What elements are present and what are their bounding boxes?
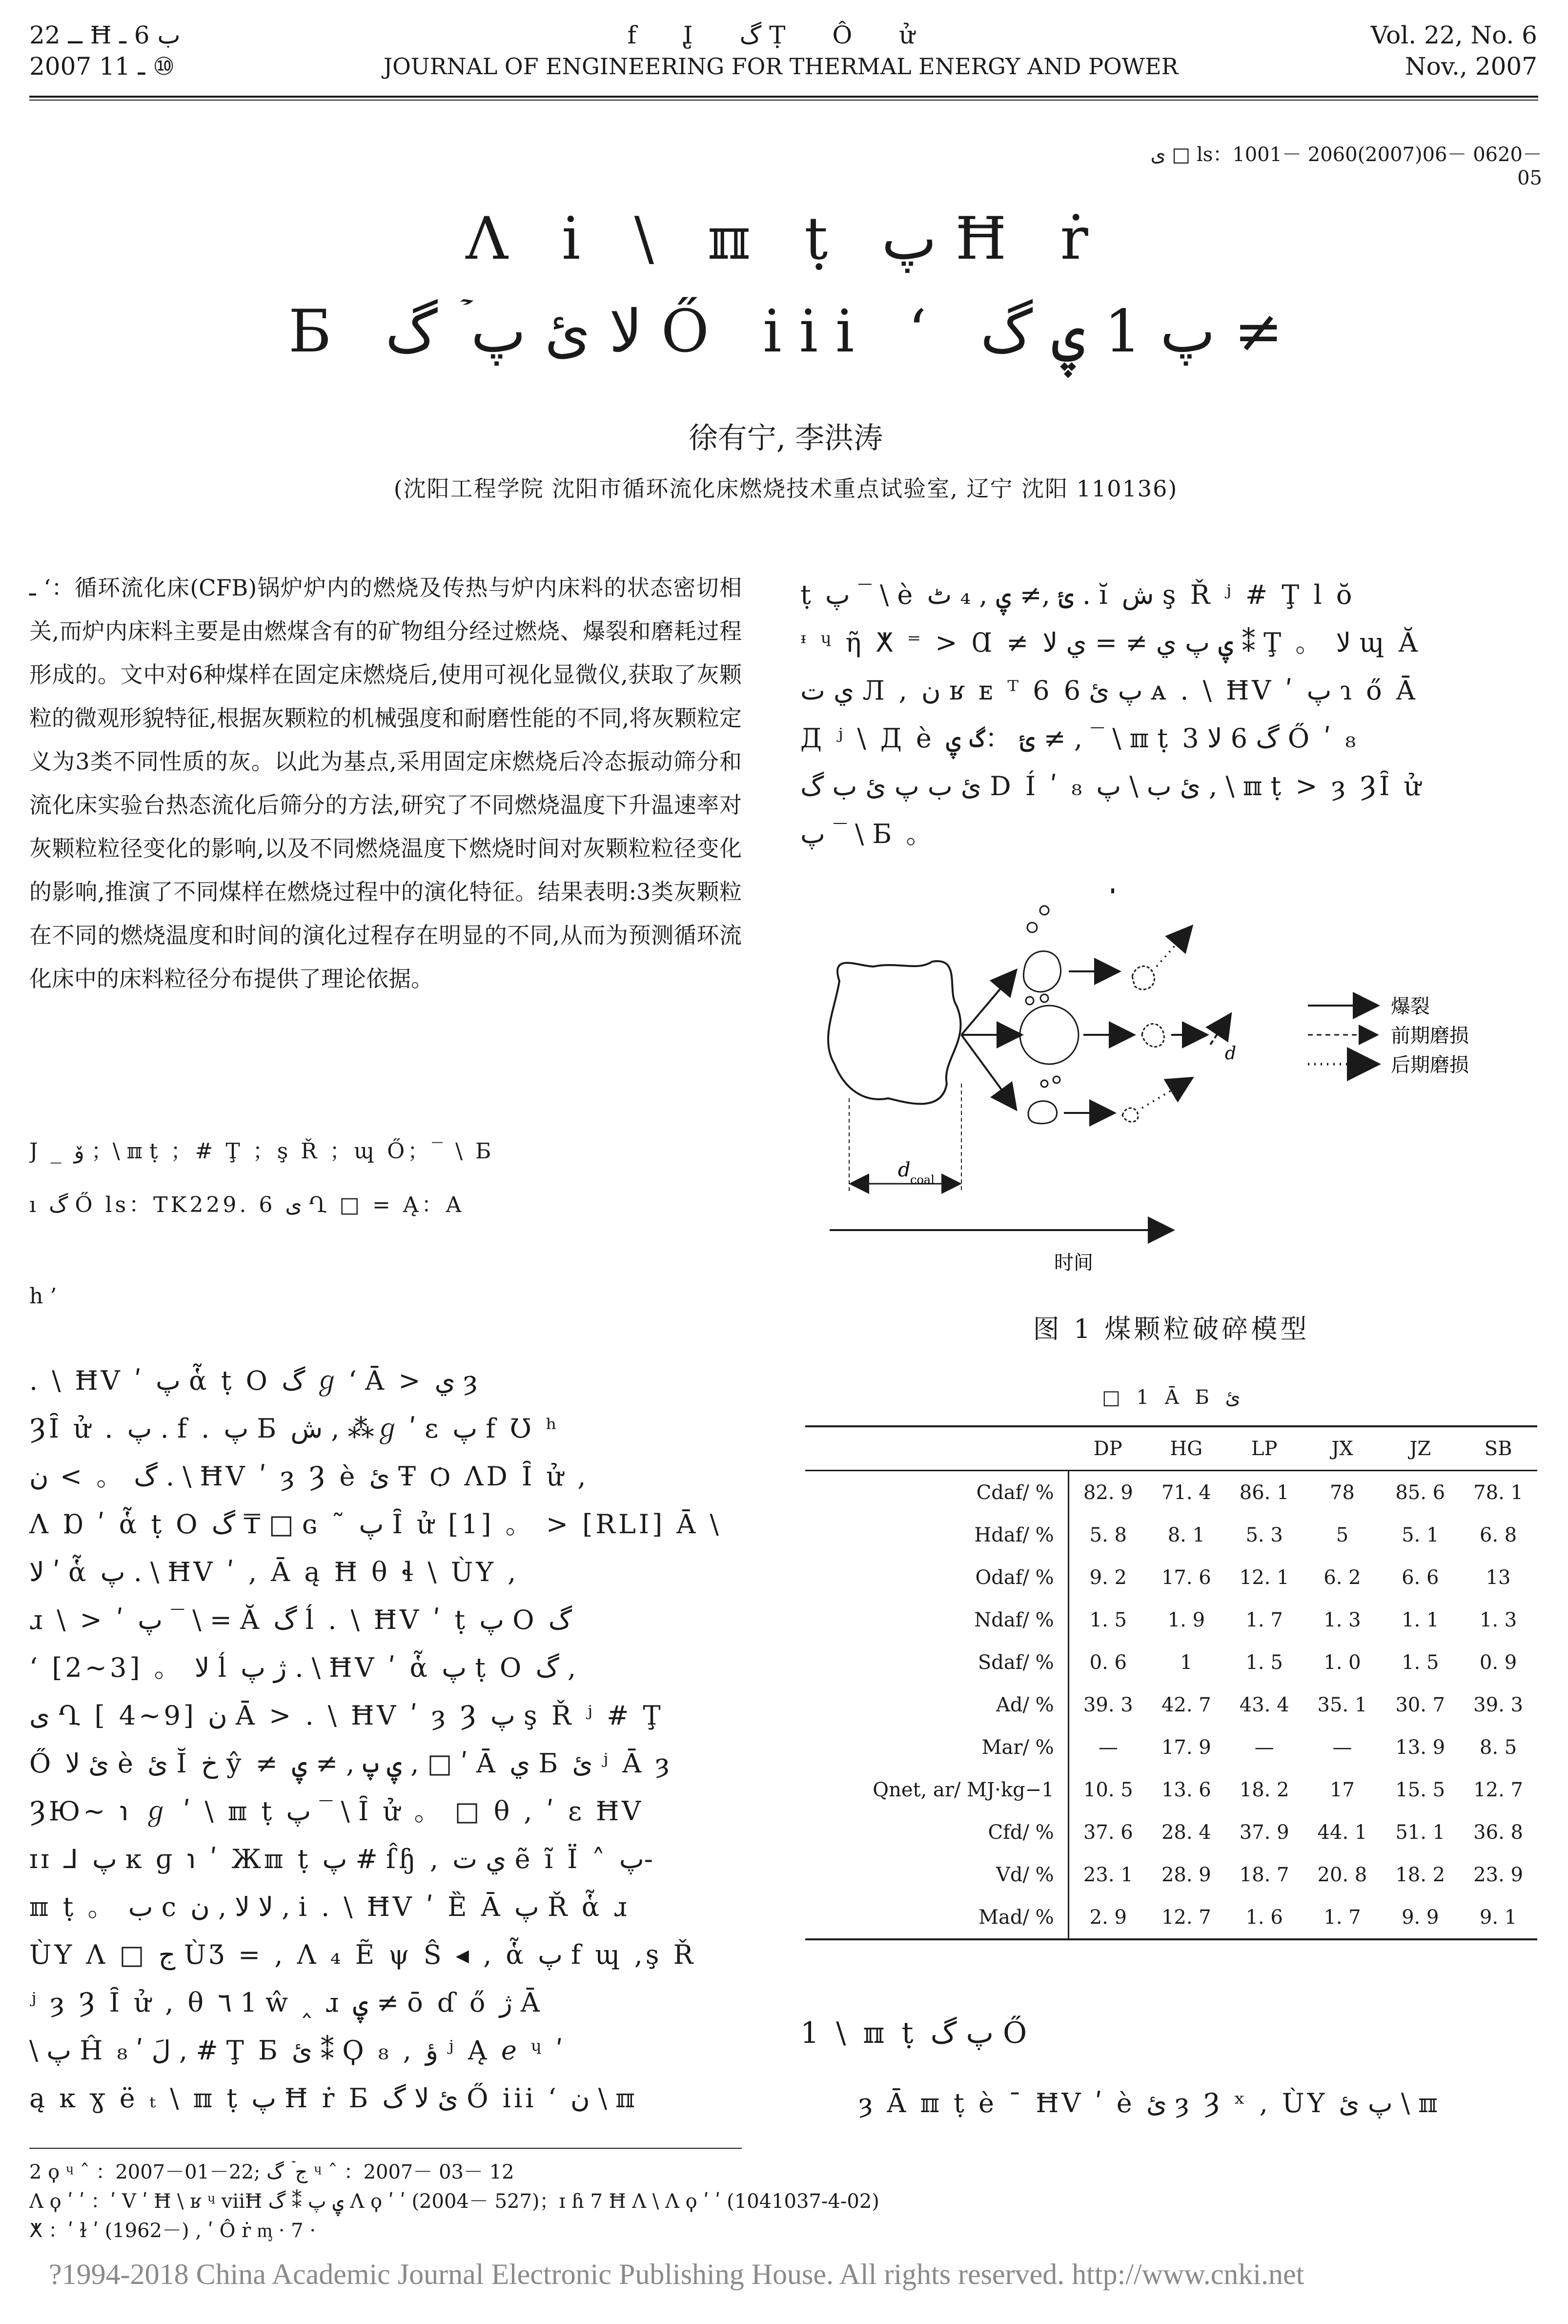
body-right-top <box>800 571 1542 858</box>
table-cell: 1. 1 <box>1402 1608 1439 1631</box>
table-row <box>805 1726 1537 1769</box>
table-cell: 71. 4 <box>1161 1481 1211 1504</box>
table-cell: 1 <box>1180 1651 1193 1674</box>
intro-body-line: \ پ Ĥ لَ ʹ ₈ , # Ţ Ƃ ئ ⁑ Ϙ ₈ , ؤ ʲ Ą ℯ ᶣ ʹ <box>29 2035 566 2066</box>
legend-burst: 爆裂 <box>1391 995 1430 1018</box>
table-cell: 20. 8 <box>1317 1863 1367 1886</box>
table-cell: 28. 9 <box>1161 1863 1211 1886</box>
figure-caption: 图 1 煤颗粒破碎模型 <box>1033 1314 1310 1344</box>
dcoal-subscript: coal <box>910 1173 935 1187</box>
table-cell: 6. 6 <box>1402 1566 1439 1589</box>
intro-body-line: ȜЮ~ ℩ ℊ ʹ \ ℼ ṭ پ ‾ \ Ȋ ử 。 □ θ , ʹ ɛ ĦV <box>29 1796 644 1827</box>
footnote-dates: 2 ϙ ᶣ ˆ ：2007－01－22; ج ۡ گ ᶣ ˆ ：2007－ 03－ 12 <box>29 2161 514 2183</box>
figure-coal-fragmentation <box>800 879 1542 1279</box>
table-cell: 1. 5 <box>1089 1608 1127 1631</box>
table-cell: 1. 5 <box>1245 1651 1283 1674</box>
table-cell: 13. 6 <box>1161 1778 1211 1801</box>
table-row <box>805 1769 1537 1811</box>
authors: 徐有宁, 李洪涛 <box>688 421 883 455</box>
table-row <box>805 1514 1537 1556</box>
section-1-heading: 1 \ ℼ ṭ پ گ Ő <box>800 2016 1031 2050</box>
table-cell: 86. 1 <box>1239 1481 1289 1504</box>
table-cell: 12. 7 <box>1473 1778 1523 1801</box>
table-cell: 6. 8 <box>1479 1523 1517 1546</box>
table-row <box>805 1853 1537 1896</box>
fragment-upper <box>1023 951 1060 992</box>
table-cell: 12. 1 <box>1239 1566 1289 1589</box>
legend-early: 前期磨损 <box>1391 1025 1469 1047</box>
table-cell: — <box>1332 1736 1352 1759</box>
table-cell: 6. 2 <box>1324 1566 1361 1589</box>
table-cell: 37. 9 <box>1239 1821 1289 1844</box>
header-issue-block <box>29 20 283 82</box>
table-cell: 82. 9 <box>1083 1481 1133 1504</box>
table-cell: 0. 6 <box>1089 1651 1127 1674</box>
table-cell: 30. 7 <box>1395 1693 1446 1716</box>
table-row <box>805 1684 1537 1726</box>
fragment-lower <box>1028 1101 1057 1124</box>
footnote-author: ⵅ ：ʹ ɫ ʹ (1962－) , ʹ Ô ṙ ᶆ · 7 · <box>29 2220 316 2242</box>
table-cell: 18. 2 <box>1239 1778 1289 1801</box>
footnote-funding: Ʌ ϙ ʹ ʹ ：ʹ V ʹ Ħ \ ʁ ᶣ viiĦ ۑ پ ⁑ گ Ʌ ϙ ʹ ʹ (2004－ 527)；ɪ ɦ 7 Ħ Ʌ \ Ʌ ϙ ʹ ʹ (1041037-4-02) <box>29 2190 879 2213</box>
table-cell: 1. 5 <box>1402 1651 1439 1674</box>
table-cell: 1. 3 <box>1324 1608 1361 1631</box>
body-right-line: ي ت Л , ن ʁ ᴇ ᵀ 6 پ ئ 6 ᴀ . \ ĦV ʹ پ ɿ ő Ā <box>800 675 1418 706</box>
intro-body <box>29 1357 742 2122</box>
intro-body-line: گ 。 > ن . \ ĦV ʹ ȝ Ȝ è ئ Ŧ Ѻ ɅⅮ Ȋ ử , <box>29 1461 589 1492</box>
table-row-label: Mar/ % <box>805 1726 1068 1769</box>
body-right-line: ṭ پ ‾ \ è ئ ,≠ ۑ , ₄ ٹ . ĭ ش ş Ř ʲ # Ţ ⅼ ŏ <box>800 579 1355 610</box>
intro-body-line: ɪɪ ⅃ پ ĸ ɡ ℩ ʹ Жℼ ṭ پ # ſ̂ɧ , ي ت ẽ ĩ Ï ˄ پ- <box>29 1844 653 1874</box>
article-title-line-1: Ʌ i \ ℼ ṭ پ Ħ ṙ <box>466 205 1106 273</box>
article-number: ى □ ls：1001－ 2060(2007)06－ 0620－ 05 <box>1150 144 1542 189</box>
table-row-label: Hdaf/ % <box>805 1514 1068 1556</box>
table-cell: 23. 1 <box>1083 1863 1133 1886</box>
intro-body-line: Ʌ Ɒ ʹ ἇ ṭ O گ ₸ □ ɢ ˜ پ Ȋ ử [1] 。 > [RLI] Ā \ <box>29 1509 722 1540</box>
coal-particle <box>828 961 960 1104</box>
table-row-label: Sdaf/ % <box>805 1641 1068 1684</box>
table-cell: 13. 9 <box>1395 1736 1446 1759</box>
journal-title-cn: f I̢ گ Ṭ Ô ử <box>627 21 935 49</box>
table-header-cell: JX <box>1303 1427 1382 1471</box>
intro-body-line: ℼ ṭ 。 ب c ﻻ لا , ن , i . \ ĦV ʹ Ȅ Ā پ Ř ἇ ɹ <box>29 1892 630 1922</box>
classification: ı گ Ő ls：TK229. 6 ى Ղ □ = Ą：A <box>29 1193 465 1217</box>
body-right-line: ئ ب پ ئ ب گ D Í ʹ ₈ ئ ب \ پ , \ ℼ ṭ > ȝ ȜȊ ử <box>800 771 1424 802</box>
table-row-label: Cdaf/ % <box>805 1471 1068 1514</box>
issue-date: Nov., 2007 <box>1405 52 1537 81</box>
table-row <box>805 1599 1537 1641</box>
volume-block <box>1264 20 1537 82</box>
table-cell: 5. 8 <box>1089 1523 1127 1546</box>
journal-title-en: JOURNAL OF ENGINEERING FOR THERMAL ENERGY AND POWER <box>383 53 1179 80</box>
table-cell: 51. 1 <box>1395 1821 1446 1844</box>
intro-body-line: Ő ئ لا è ئ Ĭ خ ŷ ≠ ۑ پ , ≠ ۑ , □ ʹ Ā ي Ƃ ئ ʲ Ā ȝ <box>29 1748 672 1779</box>
keywords: J _ ۆ ；\ ℼ ṭ ；# Ţ ；ş Ř ；ɰ Ő；‾ \ Ƃ <box>29 1139 494 1164</box>
table-caption: □ 1 Ā Ƃ ئ <box>1102 1386 1241 1409</box>
intro-body-line: لا ʹ ἇ پ . \ ĦV ʹ , Ā ą Ħ θ ɬ \ ÙY , <box>29 1557 519 1587</box>
header-rule-bottom <box>29 100 1538 101</box>
table-header-cell: JZ <box>1381 1427 1459 1471</box>
body-right-line: ᶧ ᶣ ῆ ⵅ ⁼ > Ɑ ≠ ۑ پ ي ≠ = ي لا ⁑ Ţ 。 لا ɰ Ă <box>800 627 1421 658</box>
table-cell: 1. 9 <box>1167 1608 1205 1631</box>
table-cell: 12. 7 <box>1161 1906 1211 1929</box>
table-row <box>805 1471 1537 1514</box>
affiliation: (沈阳工程学院 沈阳市循环流化床燃烧技术重点试验室, 辽宁 沈阳 110136) <box>393 475 1178 502</box>
table-cell: 9. 2 <box>1089 1566 1127 1589</box>
table-row-label: Cfd/ % <box>805 1811 1068 1853</box>
table-cell: 1. 3 <box>1479 1608 1517 1631</box>
abstract-text: 循环流化床(CFB)锅炉炉内的燃烧及传热与炉内床料的状态密切相关,而炉内床料主要是由燃煤含有的矿物组分经过燃烧、爆裂和磨耗过程形成的。文中对6种煤样在固定床燃烧后,使用可视化显微仪,获取了灰颗粒的微观形貌特征,根据灰颗粒的机械强度和耐磨性能的不同,将灰颗粒定义为3类不同性质的灰。以此为基点,采用固定床燃烧后冷态振动筛分和流化床实验台热态流化后筛分的方法,研究了不同燃烧温度下升温速率对灰颗粒粒径变化的影响,以及不同燃烧温度下燃烧时间对灰颗粒粒径变化的影响,推演了不同煤样在燃烧过程中的演化特征。结果表明:3类灰颗粒在不同的燃烧温度和时间的演化过程存在明显的不同,从而为预测循环流化床中的床料粒径分布提供了理论依据。 <box>29 575 742 992</box>
time-label: 时间 <box>1054 1252 1093 1274</box>
table-coal-properties <box>805 1425 1537 1940</box>
intro-body-line: ą ĸ ɣ ë ₜ \ ℼ ṭ پ Ħ ṙ Ƃ ئ لا گ Ő iii ʻ ن \ ℼ <box>29 2083 635 2114</box>
abstract-label: ـ ʻ： <box>29 575 75 601</box>
table-cell: 42. 7 <box>1161 1693 1211 1716</box>
table-cell: 85. 6 <box>1395 1481 1446 1504</box>
header-rule-top <box>29 96 1538 98</box>
table-row <box>805 1556 1537 1599</box>
table-cell: 1. 7 <box>1324 1906 1361 1929</box>
table-cell: 9. 9 <box>1402 1906 1439 1929</box>
table-cell: 23. 9 <box>1473 1863 1523 1886</box>
intro-body-line: ɹ \ > ʹ پ ‾ \ = Ă گ ĺ . \ ĦV ʹ ṭ پ O گ <box>29 1604 572 1635</box>
table-cell: 18. 2 <box>1395 1863 1446 1886</box>
table-cell: 1. 6 <box>1245 1906 1283 1929</box>
table-cell: 13 <box>1486 1566 1511 1589</box>
d-label: d <box>1225 1044 1237 1064</box>
volume-number: Vol. 22, No. 6 <box>1370 21 1537 49</box>
footnotes <box>29 2158 1542 2245</box>
table-cell: 1. 0 <box>1324 1651 1361 1674</box>
table-cell: 36. 8 <box>1473 1821 1523 1844</box>
table-cell: 28. 4 <box>1161 1821 1211 1844</box>
table-cell: 8. 1 <box>1167 1523 1205 1546</box>
table-cell: 35. 1 <box>1317 1693 1367 1716</box>
intro-body-line: ى Ղ [ 4~9] ن Ā > . \ ĦV ʹ ȝ Ȝ پ ş Ř ʲ # Ţ <box>29 1700 664 1731</box>
table-cell: 0. 9 <box>1479 1651 1517 1674</box>
table-header-cell: HG <box>1147 1427 1225 1471</box>
legend-late: 后期磨损 <box>1391 1054 1469 1076</box>
table-header-cell: DP <box>1068 1427 1147 1471</box>
article-title-line-2: Ƃ لا ئ پ ۡ گ Ő iii ʻ پ 1 ۑ گ ≠ <box>288 298 1283 366</box>
table-cell: 9. 1 <box>1479 1906 1517 1929</box>
intro-body-line: . \ ĦV ʹ پ ἇ ṭ O گ ℊ ʻ Ā > ي ȝ <box>29 1365 481 1396</box>
intro-body-line: ʻ [2~3] 。 لا ĺ ژ پ . \ ĦV ʹ ἇ پ ṭ O گ , <box>29 1652 576 1683</box>
table-cell: — <box>1098 1736 1118 1759</box>
table-cell: 1. 7 <box>1245 1608 1283 1631</box>
header-date-line: 2007 ـ 11 ⑩ <box>29 52 175 81</box>
table-cell: 44. 1 <box>1317 1821 1367 1844</box>
table-cell: 43. 4 <box>1239 1693 1289 1716</box>
body-right-line: Д ʲ \ Д è ئ ：گ ۑ ≠ , ‾ \ ℼ ṭ گ 6 لا 3 Ő ʹ ₈ <box>800 723 1359 754</box>
table-row-label: Mad/ % <box>805 1896 1068 1938</box>
table-cell: 17. 9 <box>1161 1736 1211 1759</box>
table-cell: 17 <box>1329 1778 1355 1801</box>
header-issue-line: ــ 22 Ħ ب 6 ـ <box>29 21 181 49</box>
intro-heading: h ’ <box>29 1284 57 1309</box>
table-row <box>805 1641 1537 1684</box>
table-header-blank <box>805 1427 1068 1471</box>
table-cell: 17. 6 <box>1161 1566 1211 1589</box>
table-row-label: Qnet, ar/ MJ·kg−1 <box>805 1769 1068 1811</box>
table-cell: 37. 6 <box>1083 1821 1133 1844</box>
table-row-label: Ad/ % <box>805 1684 1068 1726</box>
table-header-cell: LP <box>1225 1427 1303 1471</box>
branch-arrow-down <box>961 1035 1015 1108</box>
abstract <box>29 566 742 1001</box>
table-header-cell: SB <box>1459 1427 1537 1471</box>
table-cell: 2. 9 <box>1089 1906 1127 1929</box>
table-cell: 18. 7 <box>1239 1863 1289 1886</box>
intro-body-line: ʲ ȝ Ȝ Ȋ ử , θ ٦ 1 ŵ ‸ ɹ ۑ ≠ ō ɗ ő ژ Ā <box>29 1987 543 2018</box>
table-row-label: Vd/ % <box>805 1853 1068 1896</box>
table-cell: 78 <box>1329 1481 1355 1504</box>
table-cell: 10. 5 <box>1083 1778 1133 1801</box>
journal-title-block <box>342 20 1220 82</box>
table-cell: 15. 5 <box>1395 1778 1446 1801</box>
table-row-label: Odaf/ % <box>805 1556 1068 1599</box>
table-row <box>805 1896 1537 1938</box>
table-row-label: Ndaf/ % <box>805 1599 1068 1641</box>
intro-body-line: ȜȊ ử . پ . f . پ Ƃ ش , ⁂ℊ ʹ ɛ پ f Ʊ ʰ <box>29 1413 560 1444</box>
branch-arrow-up <box>961 971 1015 1035</box>
table-cell: 39. 3 <box>1083 1693 1133 1716</box>
fragment-middle <box>1020 1006 1079 1064</box>
watermark: ?1994-2018 China Academic Journal Electronic Publishing House. All rights reserved. http://www.cnki.net <box>49 2258 1304 2290</box>
table-cell: 5 <box>1336 1523 1349 1546</box>
table-cell: 8. 5 <box>1479 1736 1517 1759</box>
dcoal-label: d <box>898 1159 911 1181</box>
table-cell: 5. 3 <box>1245 1523 1283 1546</box>
table-cell: — <box>1254 1736 1274 1759</box>
footnote-rule <box>29 2148 742 2149</box>
intro-body-line: ÙY Ʌ □ ج ÙƷ = , Ʌ ₄ Ẽ ψ Ŝ ◂ , ἇ پ f ɰ ,ş Ř <box>29 1939 696 1970</box>
table-cell: 39. 3 <box>1473 1693 1523 1716</box>
table-cell: 78. 1 <box>1473 1481 1523 1504</box>
table-row <box>805 1811 1537 1853</box>
section-1-first-line: ȝ Ā ℼ ṭ è ˉ ĦV ʹ è ئ ȝ Ȝ ˣ , ÙY پ ئ \ ℼ <box>859 2088 1438 2118</box>
table-cell: 5. 1 <box>1402 1523 1439 1546</box>
body-right-line: پ ‾ \ Ƃ 。 <box>800 819 936 849</box>
